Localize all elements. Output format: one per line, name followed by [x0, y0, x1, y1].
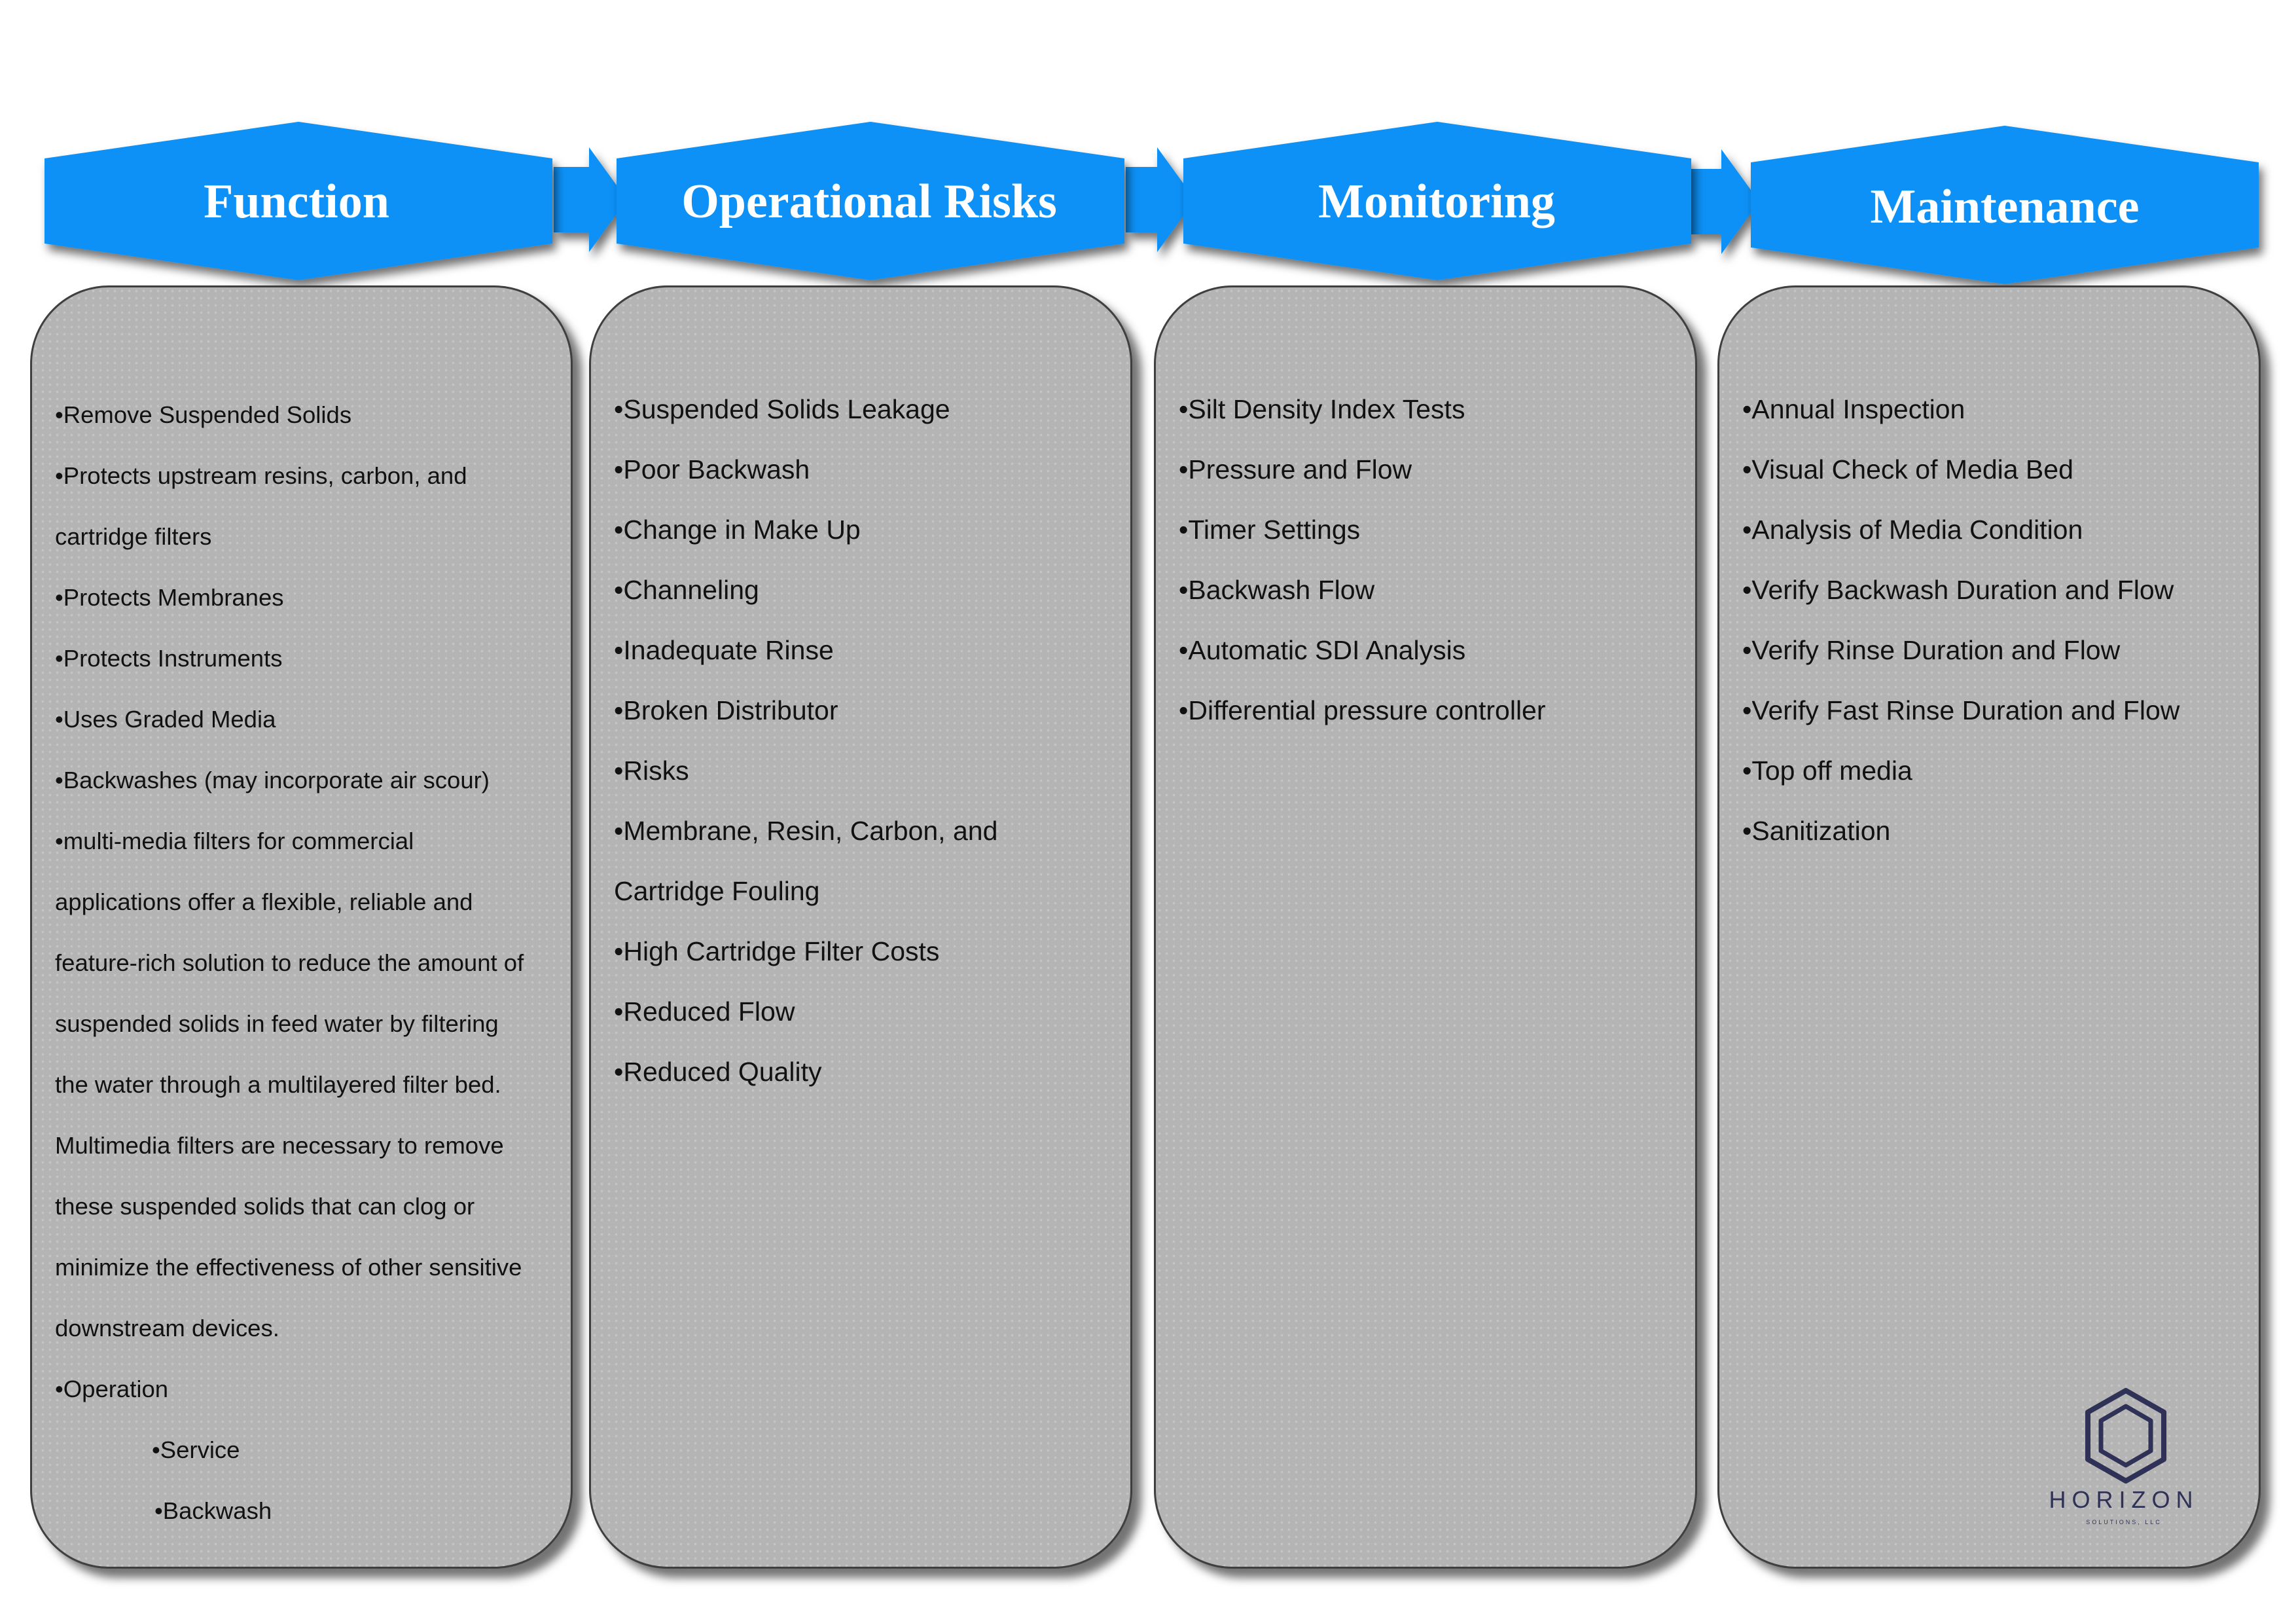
list-item: suspended solids in feed water by filtering [55, 1010, 499, 1037]
stage-title-maintenance: Maintenance [1870, 180, 2140, 234]
list-item: cartridge filters [55, 523, 212, 550]
stage-title-function: Function [204, 175, 389, 228]
logo-subtitle: SOLUTIONS, LLC [2086, 1519, 2162, 1525]
list-item: these suspended solids that can clog or [55, 1193, 475, 1220]
list-item: •Silt Density Index Tests [1179, 394, 1465, 424]
connector-arrow-3 [1691, 149, 1759, 254]
list-item: •Broken Distributor [614, 695, 838, 725]
list-item: •Operation [55, 1376, 169, 1402]
monitoring-list [1179, 379, 1696, 740]
function-list [55, 384, 565, 1541]
stage-header-row [0, 0, 2296, 301]
list-item: •Pressure and Flow [1179, 454, 1412, 484]
monitoring-panel [1154, 285, 1697, 1569]
list-item: •Backwash Flow [1179, 575, 1375, 605]
list-item: •Protects upstream resins, carbon, and [55, 462, 467, 489]
list-item: •Backwashes (may incorporate air scour) [55, 767, 490, 793]
list-item: •Visual Check of Media Bed [1742, 454, 2073, 484]
list-item: applications offer a flexible, reliable and [55, 888, 473, 915]
list-item: •Suspended Solids Leakage [614, 394, 950, 424]
list-item: •Membrane, Resin, Carbon, and [614, 816, 998, 846]
stage-title-monitoring: Monitoring [1318, 175, 1555, 228]
list-item-sub: •Backwash [154, 1497, 272, 1524]
list-item: •Poor Backwash [614, 454, 810, 484]
list-item: minimize the effectiveness of other sensitive [55, 1254, 522, 1281]
list-item: •Reduced Flow [614, 996, 795, 1027]
list-item-sub: •Service [152, 1436, 240, 1463]
list-item: •Timer Settings [1179, 515, 1361, 545]
stage-title-operational-risks: Operational Risks [681, 175, 1057, 228]
list-item: •Risks [614, 756, 689, 786]
list-item: •Channeling [614, 575, 759, 605]
list-item: •Verify Fast Rinse Duration and Flow [1742, 695, 2180, 725]
list-item: •High Cartridge Filter Costs [614, 936, 940, 966]
logo-wordmark: HORIZON [2049, 1486, 2199, 1513]
list-item: downstream devices. [55, 1315, 279, 1341]
list-item: Cartridge Fouling [614, 876, 820, 906]
operational-risks-panel [589, 285, 1132, 1569]
list-item: •multi-media filters for commercial [55, 828, 414, 854]
risks-list [614, 379, 1131, 1102]
maintenance-list [1742, 379, 2259, 861]
function-panel [30, 285, 573, 1569]
list-item: •Analysis of Media Condition [1742, 515, 2083, 545]
list-item: •Sanitization [1742, 816, 1891, 846]
connector-arrow-1 [554, 147, 627, 252]
list-item: •Change in Make Up [614, 515, 861, 545]
list-item: •Automatic SDI Analysis [1179, 635, 1466, 665]
list-item: •Differential pressure controller [1179, 695, 1546, 725]
list-item: •Protects Instruments [55, 645, 283, 672]
maintenance-panel [1717, 285, 2261, 1569]
list-item: feature-rich solution to reduce the amount of [55, 949, 524, 976]
list-item: Multimedia filters are necessary to remove [55, 1132, 504, 1159]
list-item: •Verify Rinse Duration and Flow [1742, 635, 2121, 665]
list-item: the water through a multilayered filter bed. [55, 1071, 501, 1098]
list-item: •Top off media [1742, 756, 1912, 786]
list-item: •Verify Backwash Duration and Flow [1742, 575, 2174, 605]
list-item: •Uses Graded Media [55, 706, 276, 733]
list-item: •Reduced Quality [614, 1057, 822, 1087]
list-item: •Inadequate Rinse [614, 635, 834, 665]
list-item: •Annual Inspection [1742, 394, 1965, 424]
list-item: •Protects Membranes [55, 584, 284, 611]
list-item: •Remove Suspended Solids [55, 401, 352, 428]
